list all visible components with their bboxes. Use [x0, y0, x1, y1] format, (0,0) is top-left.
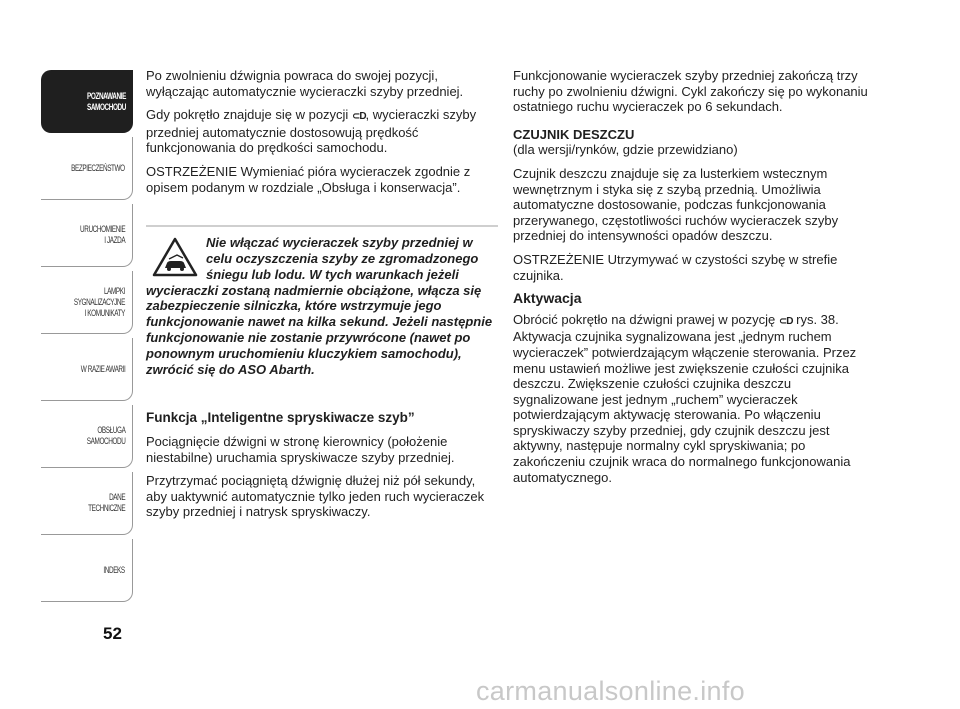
section-heading: CZUJNIK DESZCZU	[513, 126, 635, 142]
tab-lampki-sygnalizacyjne[interactable]	[41, 271, 133, 334]
tab-uruchomienie-i-jazda[interactable]	[41, 204, 133, 267]
section-heading: Aktywacja	[513, 290, 582, 307]
page-number: 52	[103, 624, 122, 643]
paragraph	[146, 107, 498, 156]
tab-indeks[interactable]	[41, 539, 133, 602]
tab-label: BEZPIECZEŃSTWO	[71, 162, 125, 174]
paragraph: Pociągnięcie dźwigni w stronę kierownicy (położenie niestabilne) uruchamia spryskiwacze szyby przedniej.	[146, 433, 455, 465]
tab-label: OBSŁUGA	[96, 425, 125, 436]
right-column	[513, 68, 873, 493]
paragraph: OSTRZEŻENIE Utrzymywać w czystości szybę w strefie czujnika.	[513, 251, 838, 283]
paragraph: Przytrzymać pociągniętą dźwignię dłużej niż pół sekundy, aby uaktywnić automatycznie tylko jeden ruch wycieraczek szyby przedniej i natrysk spryskiwaczy.	[146, 473, 485, 520]
warning-triangle-car-icon	[152, 237, 198, 277]
text-span: rys. 38. Aktywacja czujnika sygnalizowana jest „jednym ruchem wycieraczek” potwierdzającym włączenie sterowania. Przez menu ustawień możliwe jest zwiększenie czułości czujnika deszczu. Zwiększenie czułości czujnika deszczu sygnalizowane jest jednym „ruchem” wycieraczek potwierdzającym aktywację sterowania. Po włączeniu spryskiwaczy szyby przedniej, gdy czujnik deszczu jest aktywny, następuje normalny cykl spryskiwania; po zakończeniu czujnik wraca do normalnego funkcjonowania automatycznego.	[513, 311, 857, 485]
tab-bezpieczenstwo[interactable]	[41, 137, 133, 200]
tab-label: LAMPKI SYGNALIZACYJNE	[73, 285, 125, 308]
chapter-tabs	[41, 70, 133, 606]
tab-obsluga-samochodu[interactable]	[41, 405, 133, 468]
text-span: , wycieraczki szyby przedniej automatycznie dostosowują prędkość funkcjonowania do prędkości samochodu.	[146, 107, 477, 156]
paragraph	[513, 312, 873, 486]
paragraph: OSTRZEŻENIE Wymieniać pióra wycieraczek zgodnie z opisem podanym w rozdziale „Obsługa i konserwacja”.	[146, 163, 471, 195]
tab-poznawanie-samochodu[interactable]	[41, 70, 133, 133]
tab-label: POZNAWANIE	[87, 90, 126, 102]
tab-w-razie-awarii[interactable]	[41, 338, 133, 401]
tab-label: INDEKS	[103, 564, 125, 576]
tab-label: URUCHOMIENIE	[79, 224, 125, 235]
paragraph: (dla wersji/rynków, gdzie przewidziano)	[513, 142, 738, 158]
watermark: carmanualsonline.info	[476, 676, 745, 706]
warning-box	[146, 225, 498, 377]
tab-dane-techniczne[interactable]	[41, 472, 133, 535]
tab-label: SAMOCHODU	[86, 436, 125, 447]
warning-text: Nie włączać wycieraczek szyby przedniej w celu oczyszczenia szyby ze zgromadzonego śniegu lub lodu. W tych warunkach jeżeli wycieraczki zostaną nadmiernie obciążone, włącza się zabezpieczenie silniczka, które wstrzymuje jego funkcjonowanie nawet na kilka sekund. Jeżeli następnie funkcjonowanie nie zostanie przywrócone (nawet po ponownym uruchomieniu kluczykiem samochodu), zwrócić się do ASO Abarth.	[146, 235, 493, 377]
tab-label: SAMOCHODU	[87, 101, 126, 113]
paragraph: Po zwolnieniu dźwignia powraca do swojej pozycji, wyłączając automatycznie wycieraczki szyby przedniej.	[146, 68, 464, 99]
section-heading: Funkcja „Inteligentne spryskiwacze szyb”	[146, 410, 415, 426]
paragraph: Czujnik deszczu znajduje się za lusterkiem wstecznym wewnętrznym i styka się z szybą przednią. Umożliwia automatyczne dostosowanie, podczas funkcjonowania przerywanego, częstotliwości ruchów wycieraczek szyby przedniej do intensywności opadów deszczu.	[513, 165, 839, 244]
tab-label: W RAZIE AWARII	[80, 363, 125, 375]
tab-label: TECHNICZNE	[87, 503, 125, 514]
wiper-auto-icon: ⊂D	[351, 111, 366, 123]
tab-label: I JAZDA	[104, 235, 125, 246]
left-column	[146, 68, 498, 528]
text-span: Obrócić pokrętło na dźwigni prawej w pozycję	[513, 311, 779, 327]
wiper-auto-icon: ⊂D	[778, 315, 793, 327]
text-span: Gdy pokrętło znajduje się w pozycji	[146, 107, 352, 123]
tab-label: DANE	[108, 492, 125, 503]
paragraph: Funkcjonowanie wycieraczek szyby przedniej zakończą trzy ruchy po zwolnieniu dźwigni. Cykl zakończy się po wykonaniu ostatniego ruchu wycieraczek po 6 sekundach.	[513, 68, 868, 115]
tab-label: I KOMUNIKATY	[84, 307, 125, 319]
